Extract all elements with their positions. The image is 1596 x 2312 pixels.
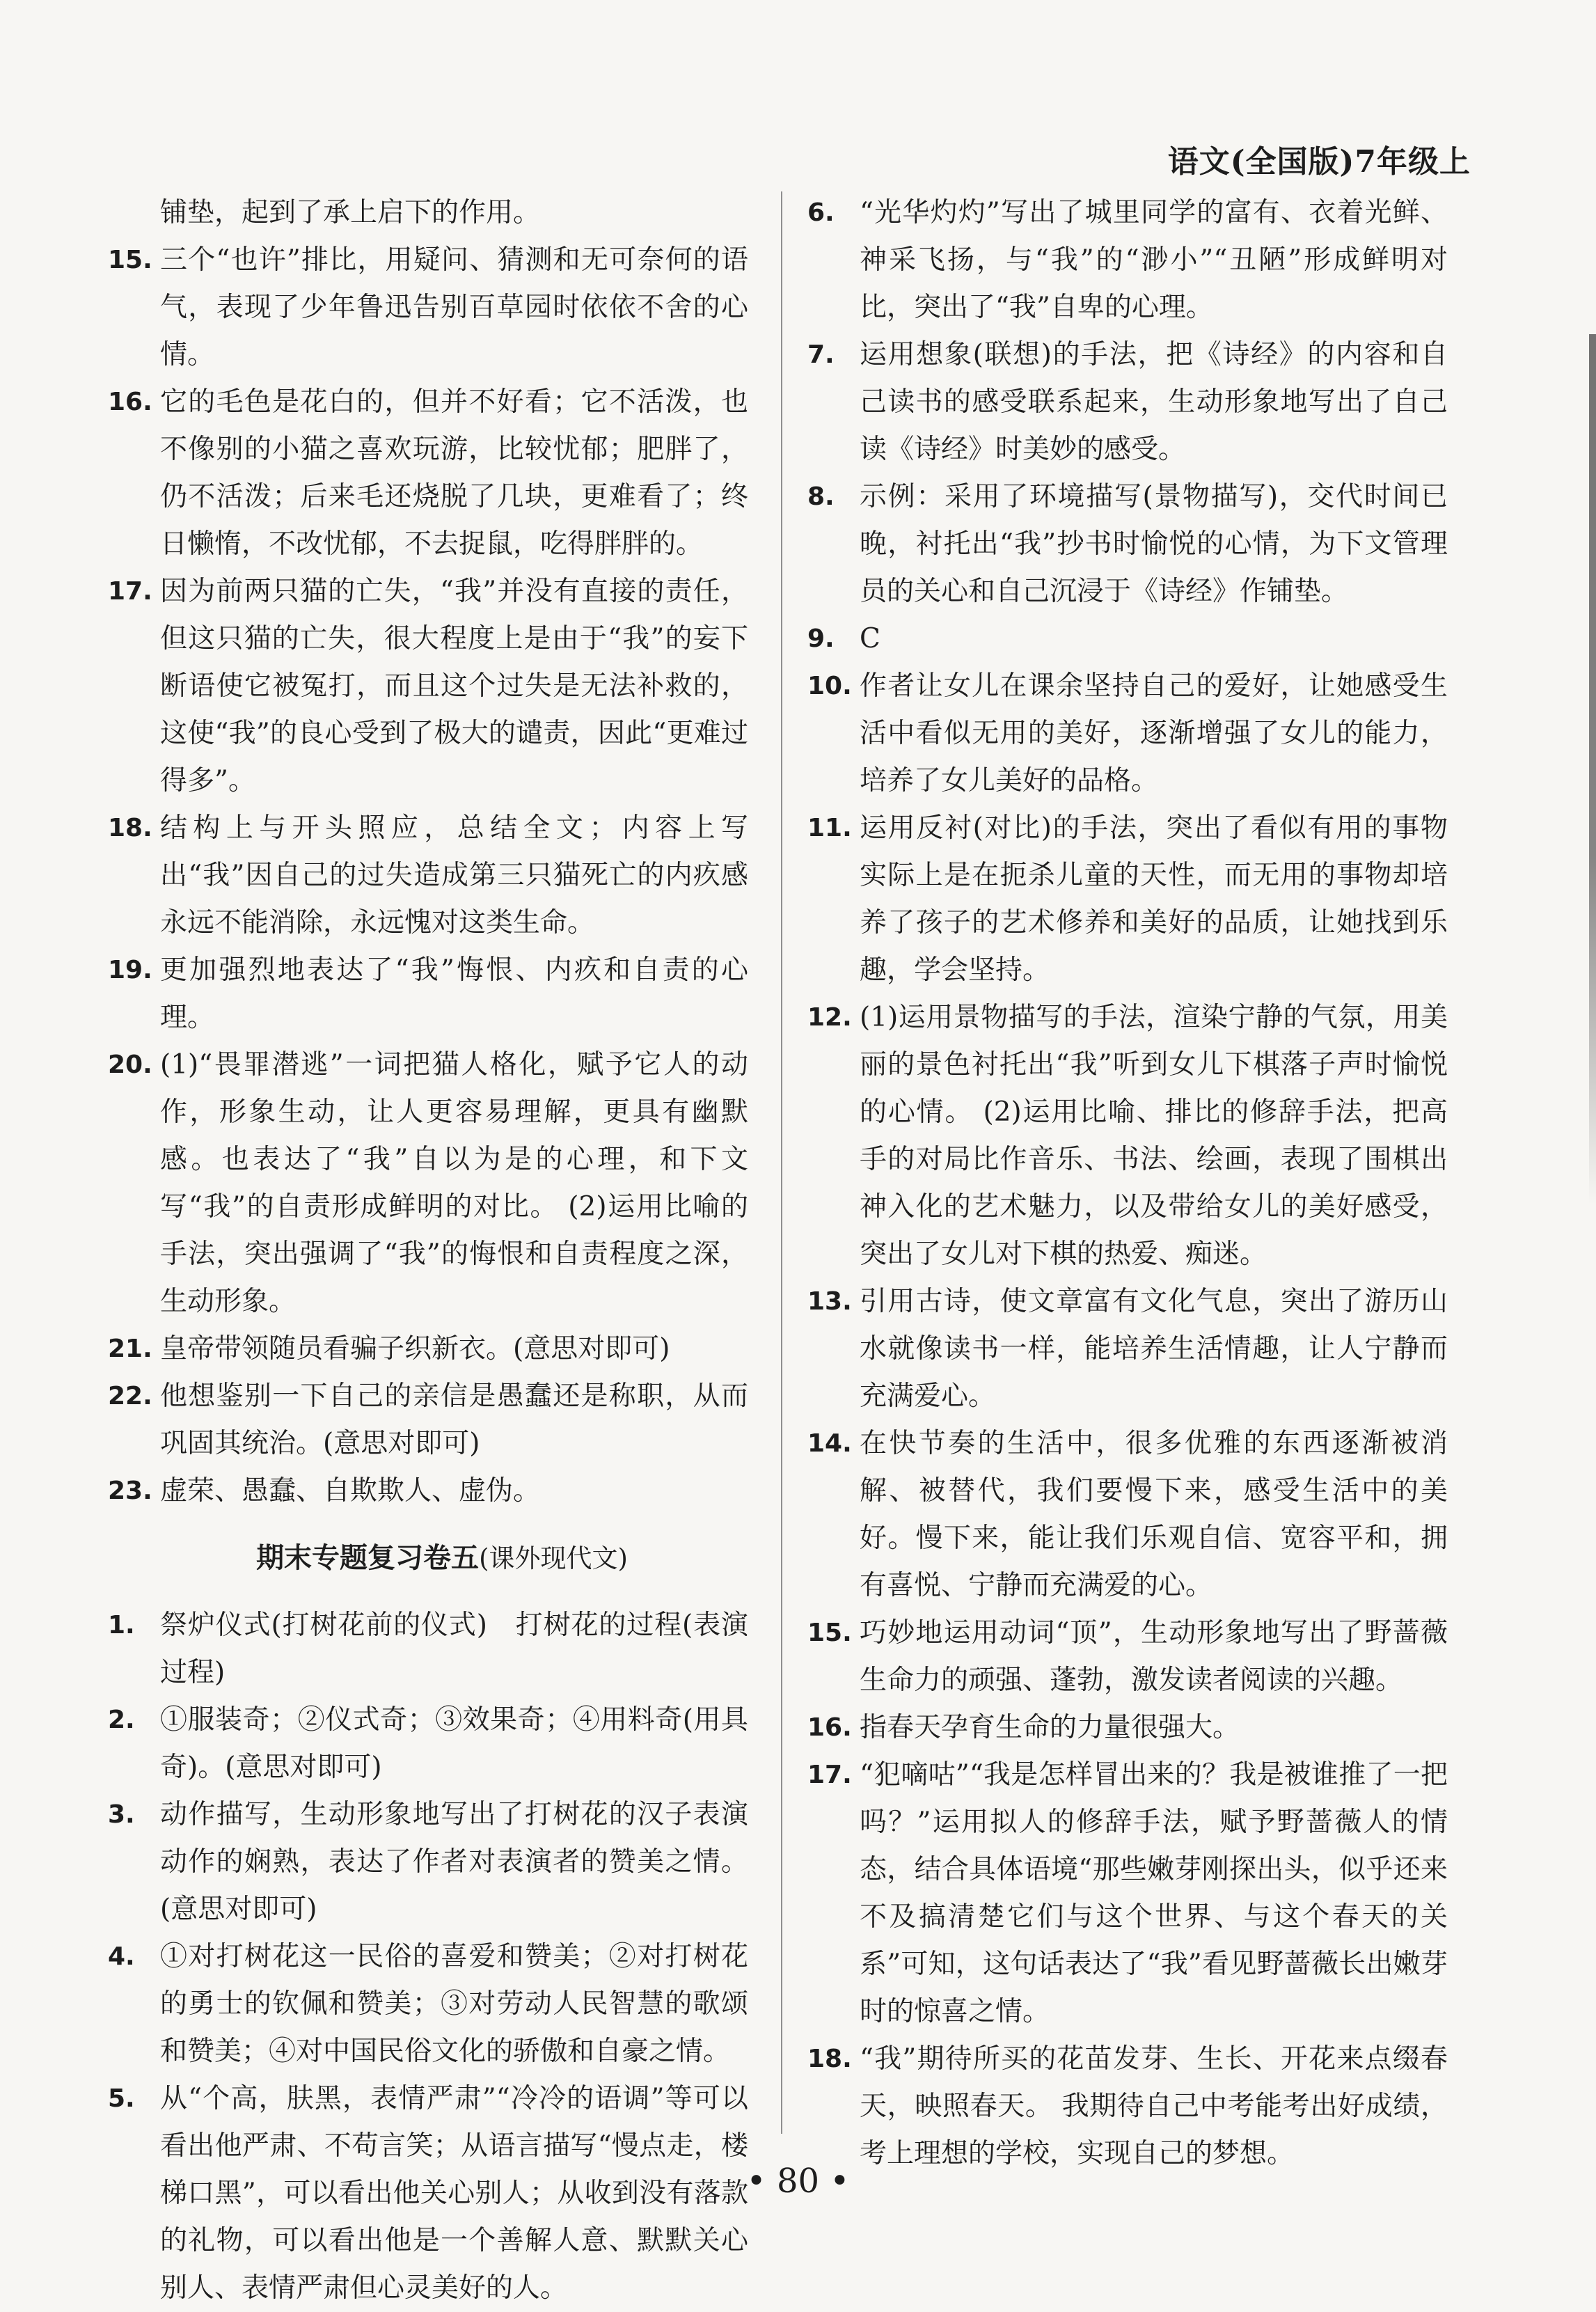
answer-item bbox=[108, 1373, 748, 1468]
answer-item bbox=[108, 1602, 748, 1697]
answer-text: 巧妙地运用动词“顶”，生动形象地写出了野蔷薇生命力的顽强、蓬勃，激发读者阅读的兴趣。 bbox=[860, 1617, 1448, 1696]
answer-number: 18. bbox=[108, 814, 152, 842]
answer-number: 8. bbox=[807, 482, 835, 511]
answer-list-right bbox=[807, 189, 1448, 2178]
answer-text: 作者让女儿在课余坚持自己的爱好，让她感受生活中看似无用的美好，逐渐增强了女儿的能力，培养了女儿美好的品格。 bbox=[860, 670, 1448, 796]
answer-number: 17. bbox=[108, 577, 152, 606]
answer-number: 22. bbox=[108, 1382, 152, 1410]
answer-number: 5. bbox=[108, 2084, 135, 2113]
answer-text: 祭炉仪式(打树花前的仪式) 打树花的过程(表演过程) bbox=[160, 1610, 748, 1688]
answer-item bbox=[108, 1041, 748, 1326]
left-column bbox=[108, 189, 748, 2312]
section-title-main: 期末专题复习卷五 bbox=[256, 1541, 480, 1574]
answer-text: 引用古诗，使文章富有文化气息，突出了游历山水就像读书一样，能培养生活情趣，让人宁静而充满爱心。 bbox=[860, 1286, 1448, 1412]
answer-text: (1)运用景物描写的手法，渲染宁静的气氛，用美丽的景色衬托出“我”听到女儿下棋落子声时愉悦的心情。 (2)运用比喻、排比的修辞手法，把高手的对局比作音乐、书法、绘画，表现了围棋出神入化的艺术魅力，以及带给女儿的美好感受，突出了女儿对下棋的热爱、痴迷。 bbox=[860, 1002, 1448, 1270]
answer-text: 运用想象(联想)的手法，把《诗经》的内容和自己读书的感受联系起来，生动形象地写出了自己读《诗经》时美妙的感受。 bbox=[860, 339, 1448, 465]
column-divider bbox=[781, 191, 782, 2134]
answer-number: 20. bbox=[108, 1051, 152, 1079]
answer-item bbox=[807, 473, 1448, 615]
answer-number: 13. bbox=[807, 1287, 852, 1316]
answer-number: 4. bbox=[108, 1942, 135, 1971]
answer-item bbox=[108, 1468, 748, 1515]
answer-item bbox=[807, 1704, 1448, 1752]
answer-item bbox=[807, 663, 1448, 805]
answer-item bbox=[108, 947, 748, 1041]
answer-item bbox=[108, 1791, 748, 1933]
answer-text: “犯嘀咕”“我是怎样冒出来的？我是被谁推了一把吗？”运用拟人的修辞手法，赋予野蔷薇人的情态，结合具体语境“那些嫩芽刚探出头，似乎还来不及搞清楚它们与这个世界、与这个春天的关系”可知，这句话表达了“我”看见野蔷薇长出嫩芽时的惊喜之情。 bbox=[860, 1759, 1448, 2027]
answer-item bbox=[807, 805, 1448, 994]
answer-text: 结构上与开头照应，总结全文；内容上写出“我”因自己的过失造成第三只猫死亡的内疚感永远不能消除，永远愧对这类生命。 bbox=[160, 812, 748, 938]
answer-item bbox=[108, 568, 748, 805]
answer-number: 2. bbox=[108, 1706, 135, 1734]
answer-text: 因为前两只猫的亡失，“我”并没有直接的责任，但这只猫的亡失，很大程度上是由于“我”的妄下断语使它被冤打，而且这个过失是无法补救的，这使“我”的良心受到了极大的谴责，因此“更难过得多”。 bbox=[160, 576, 748, 796]
answer-text: “我”期待所买的花苗发芽、生长、开花来点缀春天，映照春天。 我期待自己中考能考出好成绩，考上理想的学校，实现自己的梦想。 bbox=[860, 2043, 1448, 2169]
continuation-text: 铺垫，起到了承上启下的作用。 bbox=[160, 197, 541, 228]
answer-item bbox=[108, 379, 748, 568]
answer-item bbox=[807, 994, 1448, 1278]
answer-text: 指春天孕育生命的力量很强大。 bbox=[860, 1712, 1240, 1743]
answer-text: 动作描写，生动形象地写出了打树花的汉子表演动作的娴熟，表达了作者对表演者的赞美之情。(意思对即可) bbox=[160, 1799, 748, 1925]
answer-list-a bbox=[108, 237, 748, 1515]
answer-item bbox=[807, 1752, 1448, 2036]
answer-number: 21. bbox=[108, 1335, 152, 1363]
answer-number: 7. bbox=[807, 340, 835, 369]
answer-text: 从“个高，肤黑，表情严肃”“冷冷的语调”等可以看出他严肃、不苟言笑；从语言描写“慢点走，楼梯口黑”，可以看出他关心别人；从收到没有落款的礼物，可以看出他是一个善解人意、默默关心别人、表情严肃但心灵美好的人。 bbox=[160, 2083, 748, 2304]
answer-text: 三个“也许”排比，用疑问、猜测和无可奈何的语气，表现了少年鲁迅告别百草园时依依不舍的心情。 bbox=[160, 244, 748, 370]
answer-item bbox=[108, 805, 748, 947]
answer-number: 15. bbox=[108, 246, 152, 274]
running-header: 语文(全国版)7年级上 bbox=[1167, 144, 1471, 180]
answer-number: 3. bbox=[108, 1800, 135, 1829]
answer-text: C bbox=[860, 623, 880, 654]
answer-text: 更加强烈地表达了“我”悔恨、内疚和自责的心理。 bbox=[160, 954, 748, 1033]
answer-item bbox=[807, 1278, 1448, 1420]
answer-item bbox=[807, 1420, 1448, 1610]
answer-text: “光华灼灼”写出了城里同学的富有、衣着光鲜、神采飞扬，与“我”的“渺小”“丑陋”形成鲜明对比，突出了“我”自卑的心理。 bbox=[860, 197, 1448, 323]
answer-text: 在快节奏的生活中，很多优雅的东西逐渐被消解、被替代，我们要慢下来，感受生活中的美好。慢下来，能让我们乐观自信、宽容平和，拥有喜悦、宁静而充满爱的心。 bbox=[860, 1428, 1448, 1601]
answer-number: 17. bbox=[807, 1761, 852, 1789]
answer-number: 23. bbox=[108, 1477, 152, 1505]
answer-item bbox=[108, 237, 748, 379]
answer-item bbox=[807, 2036, 1448, 2178]
answer-text: 运用反衬(对比)的手法，突出了看似有用的事物实际上是在扼杀儿童的天性，而无用的事物却培养了孩子的艺术修养和美好的品质，让她找到乐趣，学会坚持。 bbox=[860, 812, 1448, 986]
answer-number: 18. bbox=[807, 2045, 852, 2073]
page-number: • 80 • bbox=[746, 2162, 850, 2201]
answer-number: 19. bbox=[108, 956, 152, 984]
answer-number: 1. bbox=[108, 1611, 135, 1639]
section-title bbox=[108, 1534, 748, 1582]
answer-number: 10. bbox=[807, 672, 852, 700]
answer-text: 示例：采用了环境描写(景物描写)，交代时间已晚，衬托出“我”抄书时愉悦的心情，为下文管理员的关心和自己沉浸于《诗经》作铺垫。 bbox=[860, 481, 1448, 607]
section-title-sub: (课外现代文) bbox=[479, 1543, 628, 1573]
answer-text: 虚荣、愚蠢、自欺欺人、虚伪。 bbox=[160, 1475, 541, 1507]
answer-item bbox=[108, 1326, 748, 1373]
answer-list-b bbox=[108, 1602, 748, 2312]
answer-text: ①对打树花这一民俗的喜爱和赞美；②对打树花的勇士的钦佩和赞美；③对劳动人民智慧的歌颂和赞美；④对中国民俗文化的骄傲和自豪之情。 bbox=[160, 1941, 748, 2067]
answer-number: 9. bbox=[807, 624, 835, 653]
answer-number: 15. bbox=[807, 1619, 852, 1647]
answer-item bbox=[108, 1933, 748, 2075]
answer-item bbox=[807, 615, 1448, 663]
answer-number: 12. bbox=[807, 1003, 852, 1032]
answer-number: 14. bbox=[807, 1429, 852, 1458]
answer-number: 6. bbox=[807, 198, 835, 227]
answer-item bbox=[807, 331, 1448, 473]
answer-text: 皇帝带领随员看骗子织新衣。(意思对即可) bbox=[160, 1333, 670, 1365]
answer-text: 他想鉴别一下自己的亲信是愚蠢还是称职，从而巩固其统治。(意思对即可) bbox=[160, 1381, 748, 1459]
answer-number: 11. bbox=[807, 814, 852, 842]
answer-number: 16. bbox=[108, 388, 152, 416]
page-edge-shadow bbox=[1589, 334, 1596, 1204]
answer-item bbox=[807, 1610, 1448, 1704]
answer-item bbox=[108, 1697, 748, 1791]
answer-text: 它的毛色是花白的，但并不好看；它不活泼，也不像别的小猫之喜欢玩游，比较忧郁；肥胖了，仍不活泼；后来毛还烧脱了几块，更难看了；终日懒惰，不改忧郁，不去捉鼠，吃得胖胖的。 bbox=[160, 386, 748, 560]
answer-text: ①服装奇；②仪式奇；③效果奇；④用料奇(用具奇)。(意思对即可) bbox=[160, 1704, 748, 1783]
answer-text: (1)“畏罪潜逃”一词把猫人格化，赋予它人的动作，形象生动，让人更容易理解，更具有幽默感。也表达了“我”自以为是的心理，和下文写“我”的自责形成鲜明的对比。 (2)运用比喻的手法，突出强调了“我”的悔恨和自责程度之深，生动形象。 bbox=[160, 1049, 748, 1317]
answer-number: 16. bbox=[807, 1713, 852, 1742]
answer-item bbox=[807, 189, 1448, 331]
right-column bbox=[807, 189, 1448, 2178]
